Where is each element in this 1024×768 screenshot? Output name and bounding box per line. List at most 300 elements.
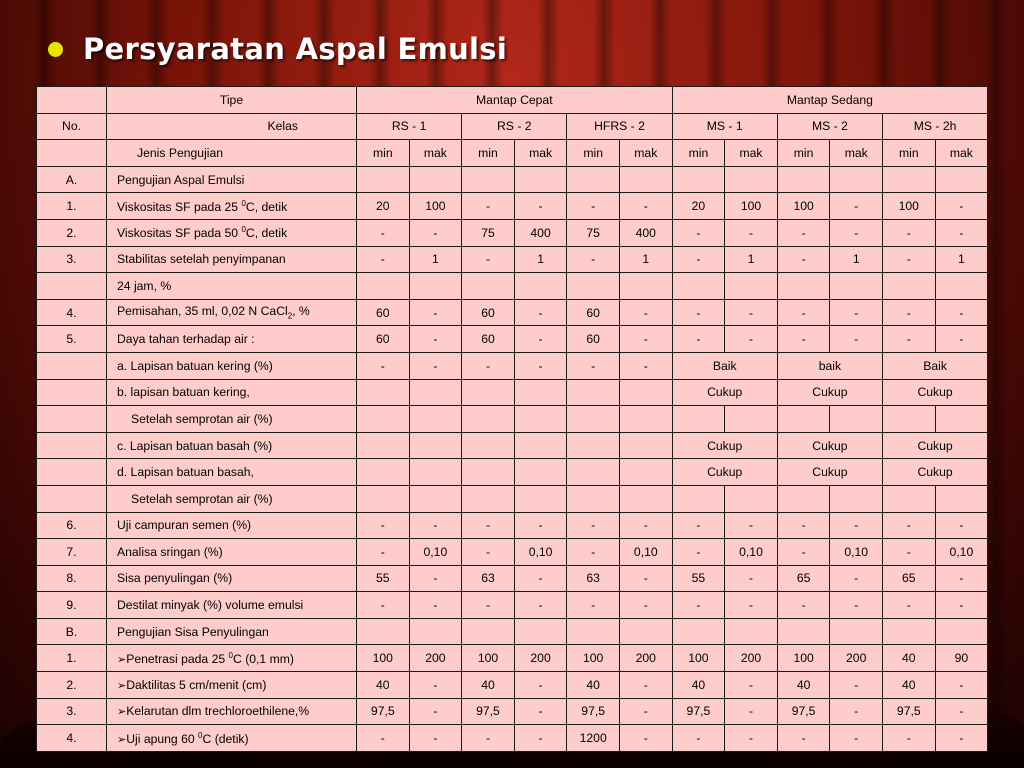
value-cell: - bbox=[409, 326, 462, 353]
value-cell: - bbox=[830, 725, 883, 752]
value-cell bbox=[725, 406, 778, 433]
value-cell bbox=[357, 379, 410, 406]
value-cell: 40 bbox=[883, 672, 936, 699]
table-row bbox=[37, 193, 988, 220]
table-row bbox=[37, 166, 988, 193]
value-cell: 1 bbox=[935, 246, 988, 273]
value-cell: 97,5 bbox=[567, 698, 620, 725]
value-cell: 0,10 bbox=[619, 539, 672, 566]
value-cell: - bbox=[567, 193, 620, 220]
header-min: min bbox=[462, 140, 515, 167]
row-description-text: a. Lapisan batuan kering (%) bbox=[117, 358, 273, 373]
value-cell: - bbox=[935, 219, 988, 246]
table-row bbox=[37, 565, 988, 592]
value-cell: - bbox=[883, 246, 936, 273]
value-cell: - bbox=[409, 672, 462, 699]
value-cell bbox=[409, 379, 462, 406]
value-cell bbox=[777, 485, 830, 512]
value-cell: - bbox=[883, 326, 936, 353]
value-cell: - bbox=[672, 512, 725, 539]
row-description bbox=[107, 273, 357, 300]
merged-value-cell: Cukup bbox=[777, 379, 882, 406]
value-cell bbox=[514, 459, 567, 486]
value-cell bbox=[357, 432, 410, 459]
value-cell bbox=[725, 273, 778, 300]
value-cell: 40 bbox=[357, 672, 410, 699]
value-cell: - bbox=[619, 565, 672, 592]
value-cell: - bbox=[619, 672, 672, 699]
row-number: 3. bbox=[37, 698, 107, 725]
row-description-text: Viskositas SF pada 25 bbox=[117, 199, 242, 214]
value-cell: - bbox=[514, 299, 567, 326]
table-row bbox=[37, 299, 988, 326]
value-cell bbox=[672, 406, 725, 433]
header-class-rs2: RS - 2 bbox=[462, 113, 567, 140]
value-cell: - bbox=[777, 725, 830, 752]
value-cell: 400 bbox=[514, 219, 567, 246]
value-cell: - bbox=[883, 592, 936, 619]
value-cell: - bbox=[514, 698, 567, 725]
merged-value-cell: Cukup bbox=[672, 459, 777, 486]
value-cell: - bbox=[672, 326, 725, 353]
value-cell: - bbox=[619, 698, 672, 725]
value-cell bbox=[883, 485, 936, 512]
value-cell: - bbox=[409, 698, 462, 725]
row-description-text: Sisa penyulingan (%) bbox=[117, 571, 233, 586]
value-cell bbox=[777, 273, 830, 300]
value-cell bbox=[462, 166, 515, 193]
merged-value-cell: Cukup bbox=[883, 379, 988, 406]
value-cell bbox=[409, 459, 462, 486]
value-cell bbox=[514, 166, 567, 193]
table-row bbox=[37, 273, 988, 300]
value-cell bbox=[619, 166, 672, 193]
value-cell: - bbox=[462, 592, 515, 619]
value-cell bbox=[357, 618, 410, 645]
value-cell: 40 bbox=[777, 672, 830, 699]
row-description-text: Pengujian Sisa Penyulingan bbox=[117, 624, 269, 639]
row-number: 3. bbox=[37, 246, 107, 273]
superscript-degree: 0 bbox=[198, 730, 203, 740]
value-cell bbox=[357, 459, 410, 486]
header-min: min bbox=[567, 140, 620, 167]
value-cell: - bbox=[619, 299, 672, 326]
value-cell bbox=[619, 432, 672, 459]
value-cell bbox=[357, 406, 410, 433]
value-cell bbox=[883, 406, 936, 433]
value-cell: - bbox=[619, 512, 672, 539]
header-mak: mak bbox=[830, 140, 883, 167]
row-description-text: Pemisahan, 35 ml, 0,02 N CaCl bbox=[117, 304, 288, 319]
value-cell: - bbox=[883, 219, 936, 246]
value-cell: 60 bbox=[567, 299, 620, 326]
row-number: 4. bbox=[37, 725, 107, 752]
table-row bbox=[37, 326, 988, 353]
row-description-text: C, detik bbox=[245, 226, 288, 241]
value-cell: 63 bbox=[567, 565, 620, 592]
value-cell bbox=[357, 485, 410, 512]
value-cell: 40 bbox=[567, 672, 620, 699]
value-cell: - bbox=[462, 539, 515, 566]
value-cell bbox=[409, 406, 462, 433]
value-cell: 100 bbox=[777, 645, 830, 672]
value-cell: - bbox=[409, 219, 462, 246]
value-cell bbox=[567, 379, 620, 406]
value-cell bbox=[725, 485, 778, 512]
header-kelas: Kelas bbox=[107, 113, 357, 140]
header-tipe: Tipe bbox=[107, 87, 357, 114]
value-cell bbox=[409, 273, 462, 300]
value-cell bbox=[409, 485, 462, 512]
value-cell: 100 bbox=[357, 645, 410, 672]
row-number: 1. bbox=[37, 193, 107, 220]
table-row bbox=[37, 698, 988, 725]
value-cell bbox=[935, 406, 988, 433]
value-cell bbox=[883, 273, 936, 300]
merged-value-cell: Cukup bbox=[672, 379, 777, 406]
value-cell: - bbox=[567, 512, 620, 539]
value-cell: 20 bbox=[357, 193, 410, 220]
value-cell: - bbox=[357, 352, 410, 379]
row-description bbox=[107, 539, 357, 566]
row-description bbox=[107, 246, 357, 273]
table-row bbox=[37, 432, 988, 459]
value-cell: - bbox=[935, 326, 988, 353]
row-description bbox=[107, 672, 357, 699]
table-row bbox=[37, 592, 988, 619]
value-cell: - bbox=[514, 592, 567, 619]
value-cell: 65 bbox=[777, 565, 830, 592]
value-cell: 200 bbox=[409, 645, 462, 672]
value-cell: 40 bbox=[462, 672, 515, 699]
row-description bbox=[107, 618, 357, 645]
merged-value-cell: Baik bbox=[883, 352, 988, 379]
value-cell: 100 bbox=[777, 193, 830, 220]
value-cell: - bbox=[409, 725, 462, 752]
header-mak: mak bbox=[619, 140, 672, 167]
value-cell: - bbox=[830, 565, 883, 592]
value-cell: 60 bbox=[357, 299, 410, 326]
value-cell: - bbox=[777, 592, 830, 619]
value-cell: - bbox=[830, 326, 883, 353]
value-cell: - bbox=[514, 193, 567, 220]
arrow-bullet-icon: ➢ bbox=[117, 733, 127, 746]
value-cell: - bbox=[357, 539, 410, 566]
row-description bbox=[107, 432, 357, 459]
row-number: B. bbox=[37, 618, 107, 645]
header-row-minmak bbox=[37, 140, 988, 167]
value-cell bbox=[462, 459, 515, 486]
row-description-text: b. lapisan batuan kering, bbox=[117, 385, 250, 400]
value-cell: 75 bbox=[462, 219, 515, 246]
row-description-text: Pengujian Aspal Emulsi bbox=[117, 172, 245, 187]
row-description-text: Stabilitas setelah penyimpanan bbox=[117, 252, 286, 267]
value-cell: 20 bbox=[672, 193, 725, 220]
row-description-text: Daya tahan terhadap air : bbox=[117, 332, 255, 347]
value-cell: - bbox=[619, 725, 672, 752]
value-cell: 100 bbox=[567, 645, 620, 672]
table-row bbox=[37, 512, 988, 539]
value-cell: - bbox=[725, 299, 778, 326]
header-empty-cell bbox=[37, 87, 107, 114]
value-cell: - bbox=[725, 698, 778, 725]
value-cell: - bbox=[672, 219, 725, 246]
row-description-text: Daktilitas 5 cm/menit (cm) bbox=[126, 677, 267, 692]
value-cell bbox=[935, 166, 988, 193]
value-cell: - bbox=[357, 512, 410, 539]
row-number: 6. bbox=[37, 512, 107, 539]
header-no: No. bbox=[37, 113, 107, 140]
value-cell: - bbox=[883, 299, 936, 326]
table-row bbox=[37, 246, 988, 273]
row-number bbox=[37, 459, 107, 486]
value-cell: - bbox=[409, 299, 462, 326]
row-number: 4. bbox=[37, 299, 107, 326]
value-cell: - bbox=[935, 565, 988, 592]
value-cell: - bbox=[935, 512, 988, 539]
value-cell: - bbox=[514, 352, 567, 379]
emulsion-requirements-table bbox=[36, 86, 988, 752]
value-cell: 75 bbox=[567, 219, 620, 246]
value-cell: 65 bbox=[883, 565, 936, 592]
row-description bbox=[107, 326, 357, 353]
row-description-text: Kelarutan dlm trechloroethilene,% bbox=[126, 704, 310, 719]
value-cell bbox=[935, 485, 988, 512]
row-number: 2. bbox=[37, 219, 107, 246]
bullet-icon bbox=[48, 42, 63, 57]
value-cell: - bbox=[777, 246, 830, 273]
value-cell bbox=[567, 166, 620, 193]
header-empty-cell bbox=[37, 140, 107, 167]
row-description bbox=[107, 379, 357, 406]
row-description-text: Analisa sringan (%) bbox=[117, 544, 223, 559]
row-description-text: c. Lapisan batuan basah (%) bbox=[117, 438, 273, 453]
value-cell bbox=[357, 166, 410, 193]
value-cell bbox=[462, 485, 515, 512]
value-cell bbox=[672, 166, 725, 193]
value-cell: - bbox=[567, 592, 620, 619]
value-cell: - bbox=[935, 193, 988, 220]
superscript-degree: 0 bbox=[241, 225, 246, 235]
row-description-text: Setelah semprotan air (%) bbox=[131, 411, 273, 426]
header-min: min bbox=[777, 140, 830, 167]
value-cell: - bbox=[830, 698, 883, 725]
value-cell: 97,5 bbox=[777, 698, 830, 725]
value-cell bbox=[935, 618, 988, 645]
header-class-ms2: MS - 2 bbox=[777, 113, 882, 140]
row-description bbox=[107, 459, 357, 486]
value-cell bbox=[725, 618, 778, 645]
value-cell: - bbox=[462, 725, 515, 752]
merged-value-cell: Baik bbox=[672, 352, 777, 379]
value-cell: - bbox=[462, 193, 515, 220]
row-description bbox=[107, 166, 357, 193]
value-cell: 100 bbox=[672, 645, 725, 672]
merged-value-cell: baik bbox=[777, 352, 882, 379]
value-cell: 0,10 bbox=[830, 539, 883, 566]
value-cell: - bbox=[672, 299, 725, 326]
value-cell bbox=[672, 273, 725, 300]
row-description bbox=[107, 406, 357, 433]
value-cell: - bbox=[462, 246, 515, 273]
header-mak: mak bbox=[409, 140, 462, 167]
row-description-text: Destilat minyak (%) volume emulsi bbox=[117, 598, 304, 613]
value-cell bbox=[567, 432, 620, 459]
value-cell: - bbox=[725, 725, 778, 752]
header-row-class bbox=[37, 113, 988, 140]
value-cell bbox=[409, 432, 462, 459]
value-cell bbox=[619, 485, 672, 512]
row-number: 5. bbox=[37, 326, 107, 353]
value-cell bbox=[567, 485, 620, 512]
value-cell: - bbox=[883, 539, 936, 566]
value-cell: - bbox=[725, 219, 778, 246]
row-description-text: C (0,1 mm) bbox=[233, 651, 294, 666]
row-description bbox=[107, 512, 357, 539]
value-cell bbox=[672, 618, 725, 645]
value-cell: 60 bbox=[357, 326, 410, 353]
value-cell: - bbox=[725, 326, 778, 353]
value-cell bbox=[567, 406, 620, 433]
value-cell bbox=[462, 618, 515, 645]
merged-value-cell: Cukup bbox=[883, 432, 988, 459]
value-cell: - bbox=[777, 299, 830, 326]
row-description bbox=[107, 299, 357, 326]
row-description-text: Penetrasi pada 25 bbox=[126, 651, 229, 666]
row-description bbox=[107, 698, 357, 725]
value-cell: - bbox=[462, 512, 515, 539]
value-cell: - bbox=[514, 326, 567, 353]
value-cell bbox=[672, 485, 725, 512]
merged-value-cell: Cukup bbox=[777, 459, 882, 486]
row-description-text: 24 jam, % bbox=[117, 278, 172, 293]
row-number bbox=[37, 379, 107, 406]
row-description bbox=[107, 565, 357, 592]
value-cell bbox=[514, 485, 567, 512]
value-cell: - bbox=[830, 592, 883, 619]
header-mak: mak bbox=[725, 140, 778, 167]
value-cell: - bbox=[409, 565, 462, 592]
value-cell: - bbox=[830, 193, 883, 220]
header-row-type bbox=[37, 87, 988, 114]
value-cell: - bbox=[514, 565, 567, 592]
merged-value-cell: Cukup bbox=[883, 459, 988, 486]
arrow-bullet-icon: ➢ bbox=[117, 653, 127, 666]
value-cell: - bbox=[672, 246, 725, 273]
value-cell: 0,10 bbox=[409, 539, 462, 566]
table-row bbox=[37, 406, 988, 433]
value-cell: - bbox=[357, 725, 410, 752]
header-mantap-cepat: Mantap Cepat bbox=[357, 87, 673, 114]
value-cell: 60 bbox=[462, 326, 515, 353]
value-cell: - bbox=[935, 698, 988, 725]
value-cell bbox=[409, 618, 462, 645]
value-cell: 400 bbox=[619, 219, 672, 246]
value-cell: - bbox=[672, 539, 725, 566]
row-number bbox=[37, 485, 107, 512]
value-cell: 97,5 bbox=[672, 698, 725, 725]
value-cell: - bbox=[672, 725, 725, 752]
value-cell: - bbox=[725, 592, 778, 619]
value-cell: - bbox=[357, 219, 410, 246]
slide-title-text: Persyaratan Aspal Emulsi bbox=[83, 32, 508, 66]
value-cell: - bbox=[514, 512, 567, 539]
value-cell: - bbox=[619, 326, 672, 353]
value-cell: - bbox=[883, 512, 936, 539]
table-row bbox=[37, 725, 988, 752]
value-cell bbox=[777, 166, 830, 193]
value-cell bbox=[777, 618, 830, 645]
value-cell bbox=[883, 618, 936, 645]
value-cell: 200 bbox=[830, 645, 883, 672]
slide-title bbox=[48, 32, 507, 66]
value-cell: 0,10 bbox=[725, 539, 778, 566]
value-cell: - bbox=[409, 352, 462, 379]
value-cell: 1 bbox=[619, 246, 672, 273]
table-row bbox=[37, 219, 988, 246]
value-cell bbox=[514, 273, 567, 300]
value-cell: - bbox=[357, 246, 410, 273]
row-description bbox=[107, 485, 357, 512]
row-description-text: C, detik bbox=[245, 199, 288, 214]
table-row bbox=[37, 352, 988, 379]
subscript-number: 2 bbox=[287, 311, 293, 321]
row-description bbox=[107, 219, 357, 246]
row-number: 1. bbox=[37, 645, 107, 672]
merged-value-cell: Cukup bbox=[672, 432, 777, 459]
value-cell bbox=[619, 459, 672, 486]
header-min: min bbox=[357, 140, 410, 167]
value-cell: - bbox=[935, 672, 988, 699]
row-description-text: , % bbox=[292, 304, 310, 319]
value-cell bbox=[514, 406, 567, 433]
value-cell bbox=[935, 273, 988, 300]
value-cell: - bbox=[725, 672, 778, 699]
header-mak: mak bbox=[514, 140, 567, 167]
value-cell: - bbox=[725, 565, 778, 592]
value-cell bbox=[830, 485, 883, 512]
row-description-text: Setelah semprotan air (%) bbox=[131, 491, 273, 506]
value-cell: 200 bbox=[514, 645, 567, 672]
row-number: A. bbox=[37, 166, 107, 193]
value-cell bbox=[619, 273, 672, 300]
value-cell: 100 bbox=[883, 193, 936, 220]
value-cell: - bbox=[409, 592, 462, 619]
value-cell: - bbox=[619, 352, 672, 379]
value-cell: 63 bbox=[462, 565, 515, 592]
value-cell: - bbox=[935, 299, 988, 326]
value-cell bbox=[567, 273, 620, 300]
row-number: 9. bbox=[37, 592, 107, 619]
header-min: min bbox=[672, 140, 725, 167]
row-description bbox=[107, 592, 357, 619]
value-cell: - bbox=[935, 725, 988, 752]
value-cell bbox=[567, 618, 620, 645]
value-cell: 0,10 bbox=[935, 539, 988, 566]
value-cell: - bbox=[567, 539, 620, 566]
value-cell: 1 bbox=[514, 246, 567, 273]
value-cell bbox=[357, 273, 410, 300]
value-cell: 40 bbox=[883, 645, 936, 672]
row-description-text: Viskositas SF pada 50 bbox=[117, 226, 242, 241]
table-row bbox=[37, 618, 988, 645]
value-cell: - bbox=[567, 246, 620, 273]
value-cell: 60 bbox=[462, 299, 515, 326]
value-cell bbox=[725, 166, 778, 193]
header-mak: mak bbox=[935, 140, 988, 167]
value-cell bbox=[619, 379, 672, 406]
table-row bbox=[37, 672, 988, 699]
